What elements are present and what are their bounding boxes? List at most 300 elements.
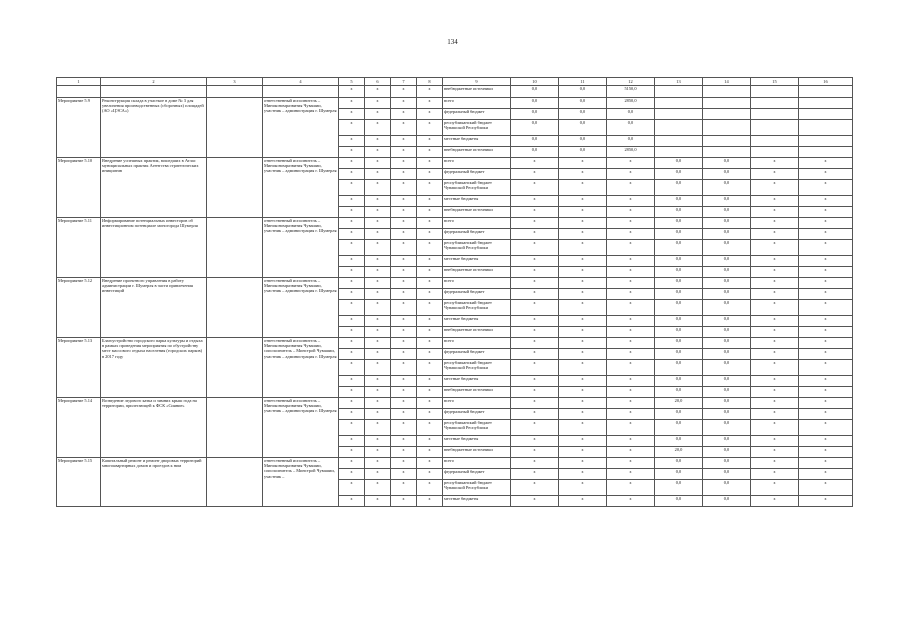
value-cell: x <box>799 158 853 169</box>
column-number-cell: 13 <box>655 78 703 86</box>
value-cell: x <box>607 267 655 278</box>
code-cell: x <box>339 327 365 338</box>
value-cell: x <box>559 196 607 207</box>
value-cell <box>703 147 751 158</box>
code-cell: x <box>365 169 391 180</box>
value-cell: x <box>607 436 655 447</box>
value-cell: x <box>607 180 655 196</box>
value-cell: x <box>607 169 655 180</box>
empty-cell <box>207 158 263 218</box>
value-cell: x <box>751 169 799 180</box>
code-cell: x <box>391 180 417 196</box>
code-cell: x <box>339 169 365 180</box>
value-cell: x <box>607 349 655 360</box>
financing-table <box>56 77 853 507</box>
value-cell: x <box>511 496 559 507</box>
value-cell: 0,0 <box>703 469 751 480</box>
value-cell: 0,0 <box>655 256 703 267</box>
value-cell: x <box>751 360 799 376</box>
code-cell: x <box>391 420 417 436</box>
value-cell: x <box>559 409 607 420</box>
column-number-cell: 15 <box>751 78 799 86</box>
value-cell <box>655 136 703 147</box>
code-cell: x <box>339 496 365 507</box>
empty-cell <box>101 86 207 98</box>
code-cell: x <box>417 196 443 207</box>
value-cell: 0,0 <box>703 447 751 458</box>
code-cell: x <box>365 229 391 240</box>
empty-cell <box>57 86 101 98</box>
value-cell: x <box>559 480 607 496</box>
value-cell: x <box>751 496 799 507</box>
value-cell: x <box>607 327 655 338</box>
value-cell: 0,0 <box>703 316 751 327</box>
value-cell: 0,0 <box>655 360 703 376</box>
value-cell: x <box>559 289 607 300</box>
value-cell: 5150,0 <box>607 86 655 98</box>
code-cell: x <box>339 469 365 480</box>
value-cell: x <box>559 398 607 409</box>
value-cell: x <box>511 349 559 360</box>
executor-cell: ответственный исполнитель – Минэкономразвития Чувашии, участник – администрация г. Шумерля <box>263 218 339 278</box>
measure-id-cell: Мероприятие 5.9 <box>57 98 101 158</box>
code-cell: x <box>365 458 391 469</box>
value-cell: x <box>559 387 607 398</box>
value-cell: x <box>511 469 559 480</box>
code-cell: x <box>339 289 365 300</box>
code-cell: x <box>365 480 391 496</box>
value-cell: x <box>391 86 417 98</box>
value-cell: 0,0 <box>655 300 703 316</box>
value-cell: 0,0 <box>655 327 703 338</box>
value-cell <box>703 136 751 147</box>
empty-cell <box>207 458 263 507</box>
funding-source-cell: местные бюджеты <box>443 436 511 447</box>
value-cell: 0,0 <box>559 136 607 147</box>
page-number: 134 <box>447 38 458 46</box>
value-cell: x <box>799 349 853 360</box>
code-cell: x <box>391 360 417 376</box>
value-cell: x <box>559 267 607 278</box>
value-cell: 0,0 <box>703 278 751 289</box>
code-cell: x <box>391 300 417 316</box>
code-cell: x <box>339 316 365 327</box>
value-cell: 0,0 <box>703 256 751 267</box>
code-cell: x <box>365 196 391 207</box>
value-cell: x <box>559 158 607 169</box>
value-cell: x <box>607 387 655 398</box>
code-cell: x <box>417 218 443 229</box>
code-cell: x <box>339 180 365 196</box>
value-cell: 0,0 <box>655 207 703 218</box>
value-cell: x <box>511 180 559 196</box>
code-cell: x <box>391 278 417 289</box>
code-cell: x <box>365 409 391 420</box>
code-cell: x <box>365 109 391 120</box>
measure-id-cell: Мероприятие 5.15 <box>57 458 101 507</box>
funding-source-cell: всего <box>443 98 511 109</box>
value-cell: 0,0 <box>655 480 703 496</box>
code-cell: x <box>365 278 391 289</box>
code-cell: x <box>365 376 391 387</box>
value-cell: x <box>511 447 559 458</box>
value-cell: 0,0 <box>703 387 751 398</box>
table-row <box>57 458 853 469</box>
empty-cell <box>207 86 263 98</box>
value-cell: x <box>511 240 559 256</box>
table-row <box>57 158 853 169</box>
value-cell: x <box>607 229 655 240</box>
value-cell <box>655 86 703 98</box>
empty-cell <box>207 218 263 278</box>
code-cell: x <box>339 420 365 436</box>
value-cell <box>751 147 799 158</box>
value-cell: x <box>559 300 607 316</box>
code-cell: x <box>417 120 443 136</box>
value-cell: x <box>751 158 799 169</box>
value-cell: x <box>607 447 655 458</box>
value-cell: x <box>799 196 853 207</box>
value-cell: x <box>799 398 853 409</box>
empty-cell <box>207 278 263 338</box>
value-cell: 0,0 <box>655 420 703 436</box>
code-cell: x <box>417 469 443 480</box>
code-cell: x <box>391 218 417 229</box>
value-cell: x <box>799 316 853 327</box>
value-cell: 0,0 <box>511 136 559 147</box>
code-cell: x <box>391 169 417 180</box>
value-cell: x <box>607 458 655 469</box>
value-cell: 0,0 <box>655 469 703 480</box>
code-cell: x <box>391 447 417 458</box>
code-cell: x <box>417 109 443 120</box>
value-cell: x <box>559 420 607 436</box>
value-cell: 2850,0 <box>607 147 655 158</box>
code-cell: x <box>391 136 417 147</box>
value-cell: 0,0 <box>559 86 607 98</box>
code-cell: x <box>391 376 417 387</box>
value-cell: 0,0 <box>703 376 751 387</box>
code-cell: x <box>391 338 417 349</box>
code-cell: x <box>339 120 365 136</box>
value-cell: x <box>511 480 559 496</box>
code-cell: x <box>391 480 417 496</box>
value-cell: 0,0 <box>655 387 703 398</box>
value-cell: x <box>511 158 559 169</box>
code-cell: x <box>339 196 365 207</box>
value-cell: 0,0 <box>703 480 751 496</box>
value-cell: x <box>799 469 853 480</box>
code-cell: x <box>339 229 365 240</box>
value-cell: 0,0 <box>655 158 703 169</box>
value-cell: x <box>559 447 607 458</box>
value-cell: x <box>799 218 853 229</box>
value-cell: x <box>799 256 853 267</box>
funding-source-cell: всего <box>443 398 511 409</box>
value-cell: 0,0 <box>655 196 703 207</box>
code-cell: x <box>417 447 443 458</box>
value-cell: 0,0 <box>703 289 751 300</box>
code-cell: x <box>391 458 417 469</box>
table-row <box>57 398 853 409</box>
value-cell: x <box>751 447 799 458</box>
value-cell: 0,0 <box>655 240 703 256</box>
value-cell <box>799 109 853 120</box>
column-number-cell: 10 <box>511 78 559 86</box>
funding-source-cell: местные бюджеты <box>443 256 511 267</box>
value-cell: x <box>339 86 365 98</box>
code-cell: x <box>391 436 417 447</box>
code-cell: x <box>417 360 443 376</box>
code-cell: x <box>391 196 417 207</box>
value-cell: x <box>799 409 853 420</box>
code-cell: x <box>391 229 417 240</box>
value-cell: x <box>751 409 799 420</box>
code-cell: x <box>417 180 443 196</box>
continuation-row <box>57 86 853 98</box>
value-cell: x <box>559 180 607 196</box>
value-cell <box>655 120 703 136</box>
code-cell: x <box>339 267 365 278</box>
column-number-cell: 1 <box>57 78 101 86</box>
value-cell: 0,0 <box>703 436 751 447</box>
value-cell: 0,0 <box>655 229 703 240</box>
funding-source-cell: внебюджетные источники <box>443 207 511 218</box>
funding-source-cell: местные бюджеты <box>443 496 511 507</box>
code-cell: x <box>417 387 443 398</box>
code-cell: x <box>365 120 391 136</box>
value-cell: 0,0 <box>655 289 703 300</box>
value-cell: x <box>607 360 655 376</box>
value-cell: x <box>559 256 607 267</box>
column-number-cell: 3 <box>207 78 263 86</box>
column-number-cell: 5 <box>339 78 365 86</box>
value-cell: 0,0 <box>511 147 559 158</box>
value-cell: x <box>799 420 853 436</box>
code-cell: x <box>339 480 365 496</box>
code-cell: x <box>391 327 417 338</box>
code-cell: x <box>365 180 391 196</box>
measure-title-cell: Реконструкция склада в участкое в доме № 3 для увеличения производственных (сборочных) площадей (АО «ЦЭСА») <box>101 98 207 158</box>
value-cell: x <box>799 180 853 196</box>
value-cell: x <box>511 458 559 469</box>
code-cell: x <box>391 267 417 278</box>
code-cell: x <box>417 158 443 169</box>
value-cell: 0,0 <box>655 338 703 349</box>
code-cell: x <box>417 256 443 267</box>
code-cell: x <box>417 147 443 158</box>
code-cell: x <box>365 349 391 360</box>
value-cell: x <box>559 278 607 289</box>
value-cell: x <box>511 218 559 229</box>
funding-source-cell: внебюджетные источники <box>443 387 511 398</box>
value-cell: 0,0 <box>655 316 703 327</box>
funding-source-cell: республиканский бюджет Чувашской Республики <box>443 180 511 196</box>
code-cell: x <box>339 147 365 158</box>
code-cell: x <box>417 376 443 387</box>
funding-source-cell: федеральный бюджет <box>443 289 511 300</box>
value-cell: x <box>511 300 559 316</box>
value-cell: x <box>751 316 799 327</box>
measure-id-cell: Мероприятие 5.10 <box>57 158 101 218</box>
code-cell: x <box>391 109 417 120</box>
value-cell: x <box>799 387 853 398</box>
code-cell: x <box>391 120 417 136</box>
value-cell: x <box>799 278 853 289</box>
value-cell: x <box>559 218 607 229</box>
table-row <box>57 278 853 289</box>
code-cell: x <box>339 447 365 458</box>
value-cell: 0,0 <box>607 109 655 120</box>
value-cell: 0,0 <box>703 207 751 218</box>
value-cell: 0,0 <box>703 496 751 507</box>
code-cell: x <box>339 136 365 147</box>
value-cell: 0,0 <box>655 349 703 360</box>
value-cell: x <box>511 207 559 218</box>
value-cell: 0,0 <box>559 147 607 158</box>
empty-cell <box>263 86 339 98</box>
value-cell: x <box>751 229 799 240</box>
value-cell: x <box>511 278 559 289</box>
value-cell: 0,0 <box>655 169 703 180</box>
code-cell: x <box>391 147 417 158</box>
funding-source-cell: внебюджетные источники <box>443 147 511 158</box>
value-cell: 0,0 <box>703 360 751 376</box>
measure-title-cell: Возведение ледового катка и зимних крыш года на территории, прилегающей к ФСК «Сияние» <box>101 398 207 458</box>
value-cell: x <box>559 207 607 218</box>
code-cell: x <box>339 387 365 398</box>
code-cell: x <box>391 158 417 169</box>
value-cell: x <box>511 436 559 447</box>
code-cell: x <box>365 136 391 147</box>
value-cell: 0,0 <box>703 169 751 180</box>
code-cell: x <box>417 338 443 349</box>
value-cell: x <box>559 229 607 240</box>
value-cell: x <box>607 398 655 409</box>
value-cell: x <box>417 86 443 98</box>
value-cell <box>799 98 853 109</box>
table-row <box>57 218 853 229</box>
code-cell: x <box>417 420 443 436</box>
funding-source-cell: всего <box>443 218 511 229</box>
value-cell: x <box>511 409 559 420</box>
value-cell <box>799 120 853 136</box>
funding-source-cell: федеральный бюджет <box>443 169 511 180</box>
code-cell: x <box>417 480 443 496</box>
value-cell <box>655 147 703 158</box>
code-cell: x <box>417 316 443 327</box>
column-number-cell: 2 <box>101 78 207 86</box>
code-cell: x <box>391 398 417 409</box>
value-cell: 0,0 <box>559 120 607 136</box>
code-cell: x <box>417 240 443 256</box>
value-cell: 0,0 <box>607 136 655 147</box>
value-cell: x <box>751 436 799 447</box>
value-cell: x <box>559 376 607 387</box>
code-cell: x <box>417 289 443 300</box>
code-cell: x <box>339 436 365 447</box>
value-cell: x <box>559 338 607 349</box>
value-cell: x <box>751 398 799 409</box>
code-cell: x <box>339 218 365 229</box>
value-cell: x <box>607 316 655 327</box>
value-cell: 0,0 <box>559 98 607 109</box>
empty-cell <box>207 338 263 398</box>
value-cell: x <box>607 196 655 207</box>
value-cell: x <box>799 496 853 507</box>
code-cell: x <box>365 447 391 458</box>
value-cell: x <box>365 86 391 98</box>
value-cell: x <box>751 218 799 229</box>
code-cell: x <box>365 469 391 480</box>
value-cell <box>751 109 799 120</box>
value-cell: x <box>751 480 799 496</box>
value-cell <box>751 120 799 136</box>
code-cell: x <box>365 218 391 229</box>
value-cell: x <box>559 240 607 256</box>
code-cell: x <box>339 409 365 420</box>
value-cell: 0,0 <box>703 420 751 436</box>
value-cell: 0,0 <box>703 180 751 196</box>
value-cell: 0,0 <box>655 458 703 469</box>
value-cell: x <box>511 256 559 267</box>
value-cell: x <box>511 327 559 338</box>
measure-id-cell: Мероприятие 5.12 <box>57 278 101 338</box>
code-cell: x <box>339 458 365 469</box>
code-cell: x <box>417 458 443 469</box>
value-cell: 0,0 <box>703 327 751 338</box>
value-cell: x <box>799 327 853 338</box>
funding-source-cell: республиканский бюджет Чувашской Республики <box>443 360 511 376</box>
code-cell: x <box>365 327 391 338</box>
value-cell: x <box>799 436 853 447</box>
value-cell: x <box>751 180 799 196</box>
code-cell: x <box>365 316 391 327</box>
column-number-cell: 14 <box>703 78 751 86</box>
value-cell: x <box>607 300 655 316</box>
value-cell: 0,0 <box>703 300 751 316</box>
funding-source-cell: местные бюджеты <box>443 376 511 387</box>
column-number-cell: 9 <box>443 78 511 86</box>
measure-title-cell: Информирование потенциальных инвесторов об инвестиционном потенциале моногорода Шумерля <box>101 218 207 278</box>
code-cell: x <box>417 207 443 218</box>
code-cell: x <box>365 158 391 169</box>
value-cell: x <box>511 420 559 436</box>
code-cell: x <box>339 240 365 256</box>
measure-id-cell: Мероприятие 5.13 <box>57 338 101 398</box>
column-number-cell: 16 <box>799 78 853 86</box>
value-cell: x <box>511 338 559 349</box>
column-number-cell: 7 <box>391 78 417 86</box>
value-cell: 0,0 <box>703 349 751 360</box>
funding-source-cell: республиканский бюджет Чувашской Республики <box>443 300 511 316</box>
funding-source-cell: республиканский бюджет Чувашской Республики <box>443 240 511 256</box>
code-cell: x <box>339 398 365 409</box>
value-cell: x <box>799 267 853 278</box>
code-cell: x <box>391 349 417 360</box>
value-cell: x <box>751 256 799 267</box>
value-cell: x <box>799 300 853 316</box>
code-cell: x <box>339 300 365 316</box>
code-cell: x <box>417 136 443 147</box>
code-cell: x <box>391 98 417 109</box>
code-cell: x <box>417 327 443 338</box>
executor-cell: ответственный исполнитель – Минэкономразвития Чувашии, участник – администрация г. Шумерля <box>263 98 339 158</box>
measure-title-cell: Капитальный ремонт и ремонт дворовых территорий многоквартирных домов и проездов к ним <box>101 458 207 507</box>
value-cell: x <box>607 289 655 300</box>
table-row <box>57 338 853 349</box>
executor-cell: ответственный исполнитель – Минэкономразвития Чувашии, участник – администрация г. Шумерля <box>263 158 339 218</box>
